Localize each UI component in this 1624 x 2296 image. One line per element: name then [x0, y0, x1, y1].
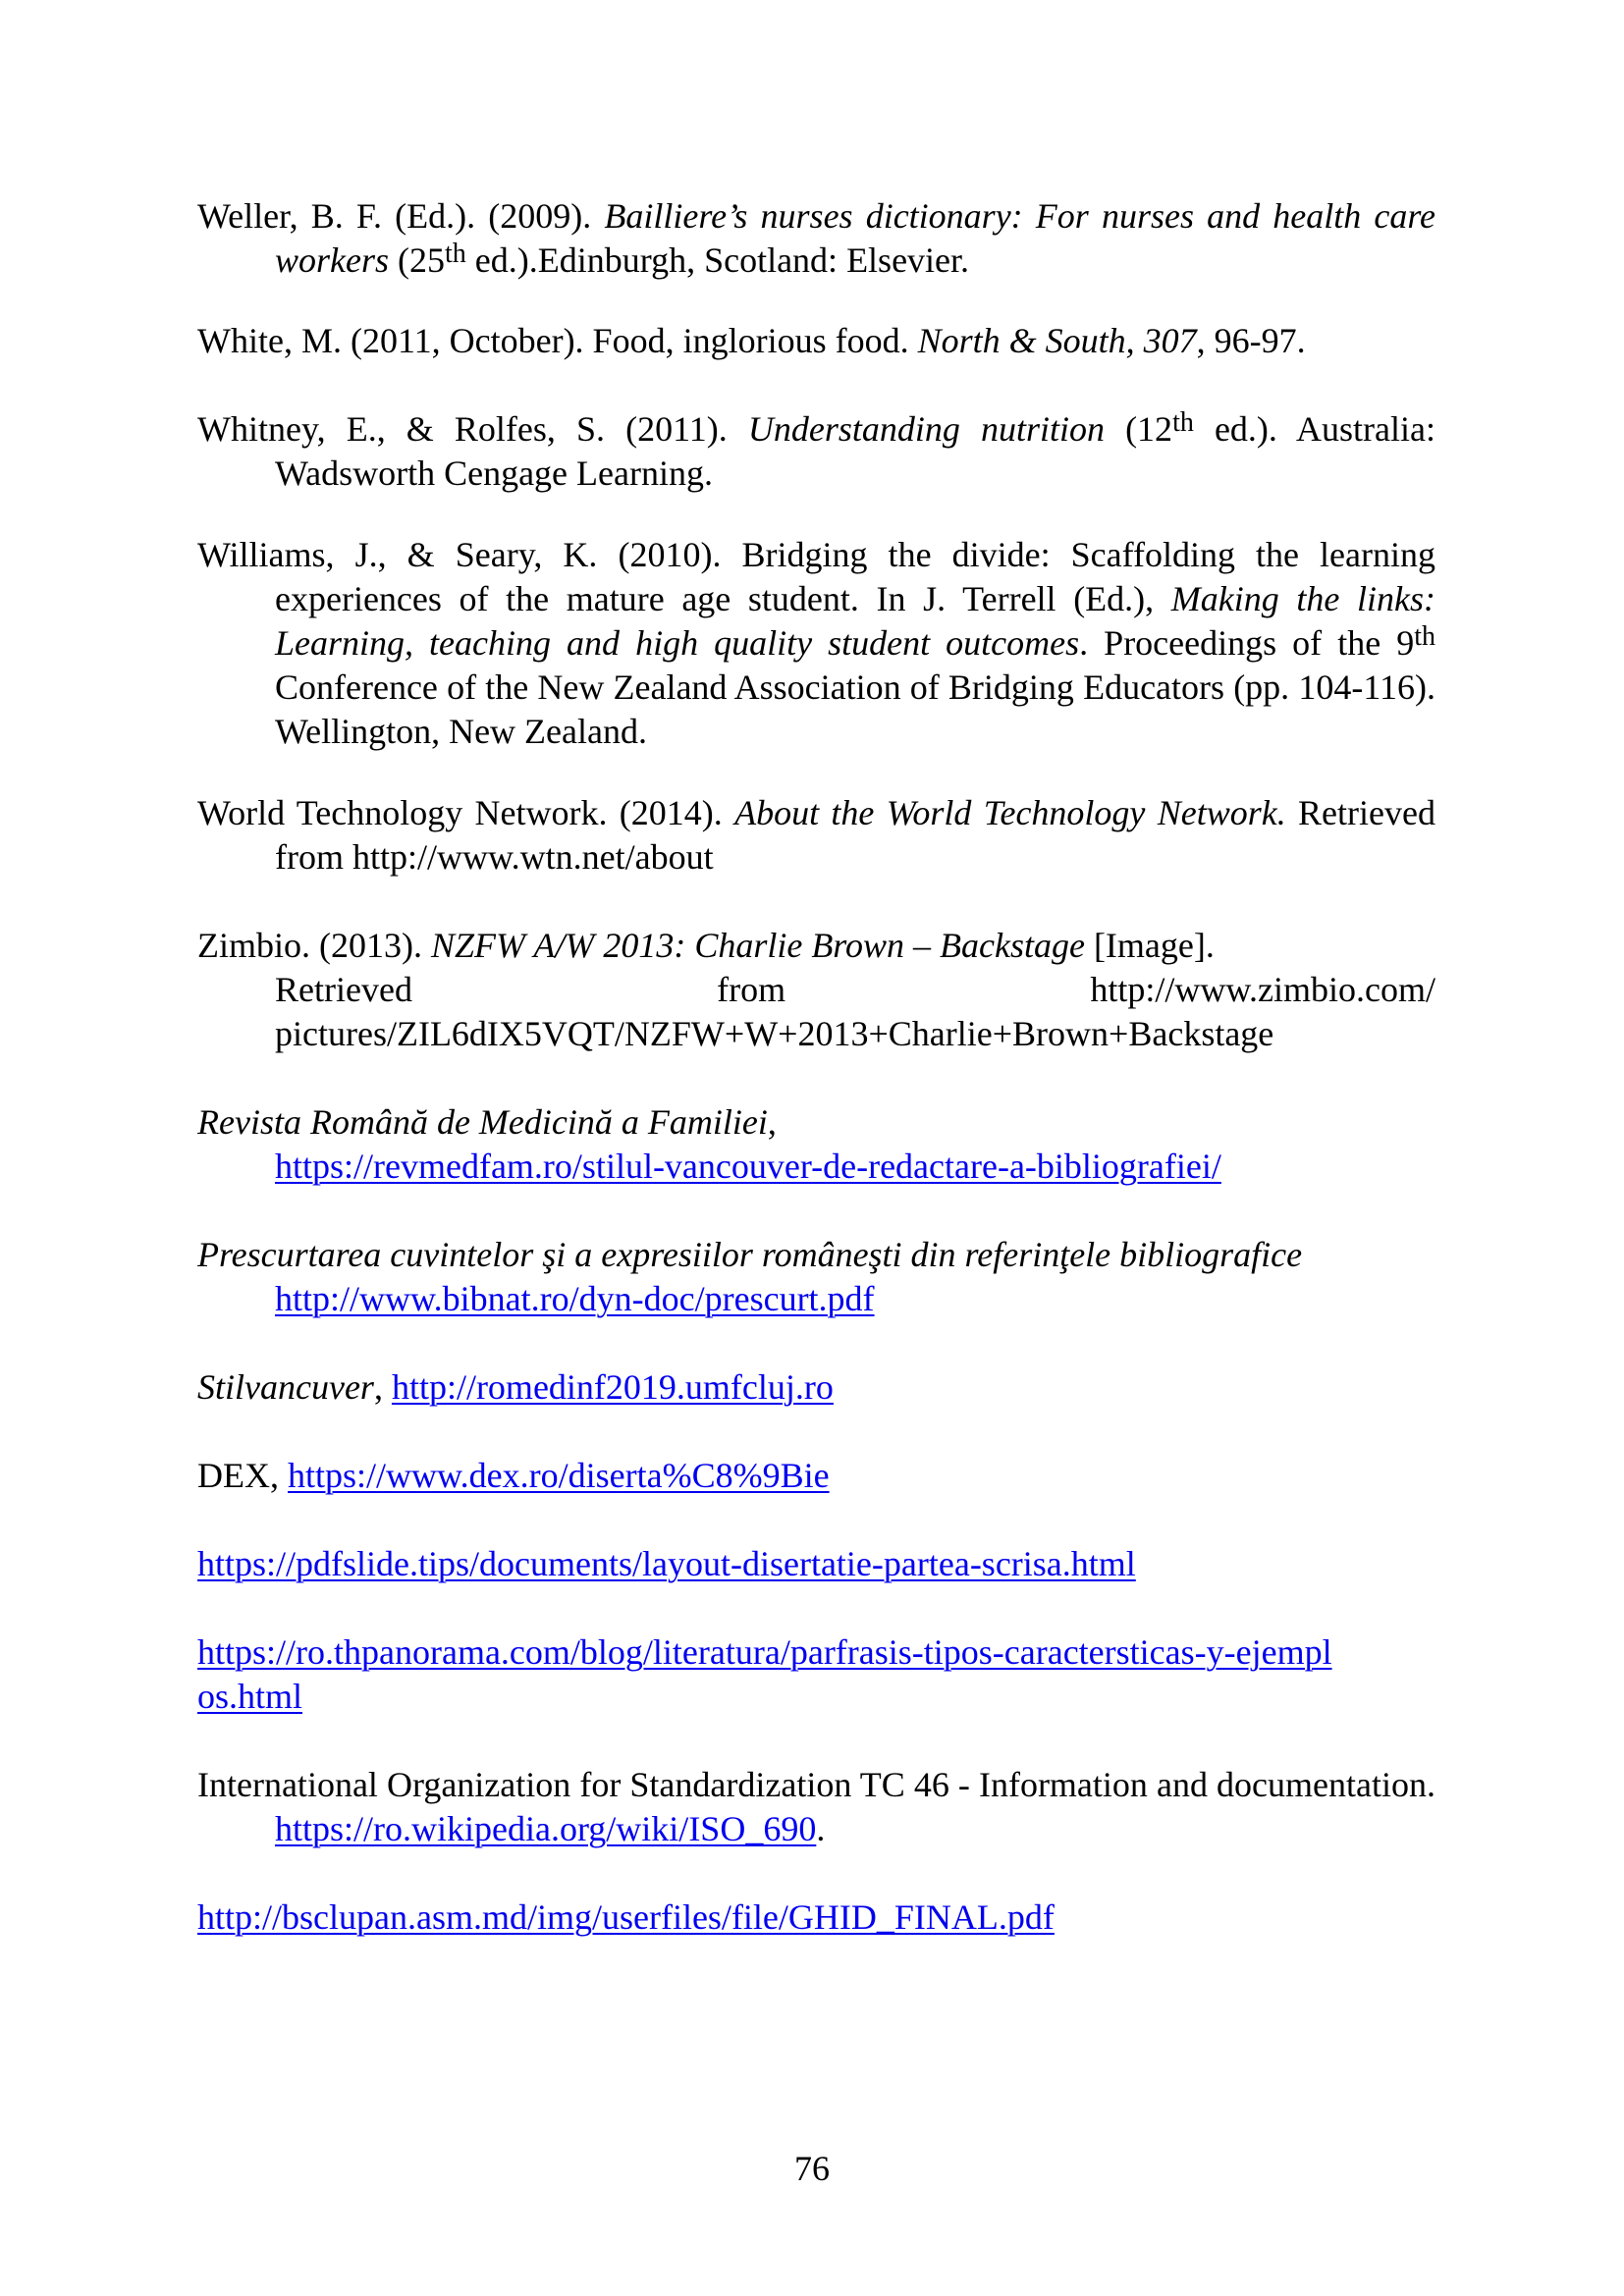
- reference-link[interactable]: https://www.dex.ro/diserta%C8%9Bie: [288, 1456, 830, 1495]
- reference-link[interactable]: http://www.bibnat.ro/dyn-doc/prescurt.pdf: [275, 1279, 875, 1318]
- ref-text: .: [816, 1809, 826, 1848]
- ref-text: pictures/ZIL6dIX5VQT/NZFW+W+2013+Charlie+Brown+Backstage: [275, 1014, 1274, 1053]
- reference-wtn: [197, 791, 1435, 880]
- reference-zimbio: [197, 924, 1435, 1056]
- ref-text: Zimbio. (2013).: [197, 926, 431, 965]
- reference-bsclupan: [197, 1896, 1435, 1940]
- ref-text: [Image].: [1084, 926, 1215, 965]
- ref-text: ed.).Edinburgh, Scotland: Elsevier.: [465, 240, 970, 280]
- ref-title: Stilvancuver: [197, 1367, 374, 1407]
- ref-title: About the World Technology Network.: [734, 793, 1286, 832]
- ref-text: , 96-97.: [1196, 321, 1306, 360]
- ref-word: http://www.zimbio.com/: [1090, 970, 1435, 1009]
- ref-title: Revista Română de Medicină a Familiei: [197, 1102, 768, 1142]
- ref-word: from: [717, 970, 786, 1009]
- reference-list: [197, 194, 1435, 1940]
- ref-text: White, M. (2011, October). Food, inglorious food.: [197, 321, 918, 360]
- ref-title: Making the links: Learning, teaching and high quality student outcomes: [275, 579, 1435, 663]
- reference-link[interactable]: https://ro.wikipedia.org/wiki/ISO_690: [275, 1809, 817, 1848]
- reference-link[interactable]: https://ro.thpanorama.com/blog/literatura/parfrasis-tipos-caractersticas-y-ejemplos.html: [197, 1632, 1332, 1716]
- reference-whitney: [197, 407, 1435, 496]
- reference-prescurtarea: [197, 1233, 1449, 1321]
- reference-thpanorama: [197, 1630, 1336, 1719]
- ref-text: ,: [767, 1102, 777, 1142]
- ref-word: Retrieved: [275, 970, 412, 1009]
- ref-text: . Proceedings of the 9: [1079, 623, 1415, 663]
- reference-link[interactable]: http://romedinf2019.umfcluj.ro: [391, 1367, 834, 1407]
- reference-williams: [197, 533, 1435, 754]
- reference-weller: [197, 194, 1435, 283]
- reference-dex: [197, 1454, 1435, 1498]
- ref-superscript: th: [1414, 621, 1435, 652]
- ref-text: ,: [373, 1367, 392, 1407]
- ref-text: ed.). Australia: Wadsworth Cengage Learning.: [275, 409, 1435, 493]
- ref-text: Weller, B. F. (Ed.). (2009).: [197, 196, 605, 236]
- ref-text: Whitney, E., & Rolfes, S. (2011).: [197, 409, 748, 449]
- ref-text: Williams, J., & Seary, K. (2010). Bridging the divide: Scaffolding the learning experiences of the mature age student. In J. Terrell (Ed.),: [197, 535, 1435, 618]
- ref-text: (12: [1104, 409, 1173, 449]
- reference-iso: [197, 1763, 1435, 1851]
- reference-pdfslide: [197, 1542, 1435, 1586]
- ref-text: Retrieved from http://www.wtn.net/about: [275, 793, 1435, 877]
- ref-line: [275, 1012, 1435, 1056]
- reference-link[interactable]: https://pdfslide.tips/documents/layout-disertatie-partea-scrisa.html: [197, 1544, 1136, 1583]
- ref-superscript: th: [445, 239, 466, 269]
- ref-text: DEX,: [197, 1456, 288, 1495]
- ref-title: NZFW A/W 2013: Charlie Brown – Backstage: [430, 926, 1085, 965]
- ref-text: (25: [389, 240, 445, 280]
- reference-link[interactable]: https://revmedfam.ro/stilul-vancouver-de-redactare-a-bibliografiei/: [275, 1147, 1221, 1186]
- ref-title: Understanding nutrition: [747, 409, 1105, 449]
- ref-title: Bailliere’s nurses dictionary: For nurses and health care workers: [275, 196, 1436, 280]
- ref-title: Prescurtarea cuvintelor şi a expresiilor româneşti din referinţele bibliografice: [197, 1235, 1303, 1274]
- reference-stilvancuver: [197, 1365, 1435, 1410]
- ref-text: Conference of the New Zealand Association of Bridging Educators (pp. 104-116). Wellington, New Zealand.: [275, 667, 1435, 751]
- ref-text: World Technology Network. (2014).: [197, 793, 735, 832]
- reference-link[interactable]: http://bsclupan.asm.md/img/userfiles/file/GHID_FINAL.pdf: [197, 1897, 1055, 1937]
- ref-title: North & South, 307: [917, 321, 1197, 360]
- ref-line-justified: [275, 968, 1435, 1012]
- ref-superscript: th: [1172, 407, 1194, 438]
- reference-revista: [197, 1100, 1435, 1189]
- reference-white: [197, 319, 1435, 363]
- page-number: 76: [794, 2149, 830, 2188]
- ref-line: [197, 924, 1435, 968]
- ref-text: International Organization for Standardization TC 46 - Information and documentation.: [197, 1765, 1435, 1804]
